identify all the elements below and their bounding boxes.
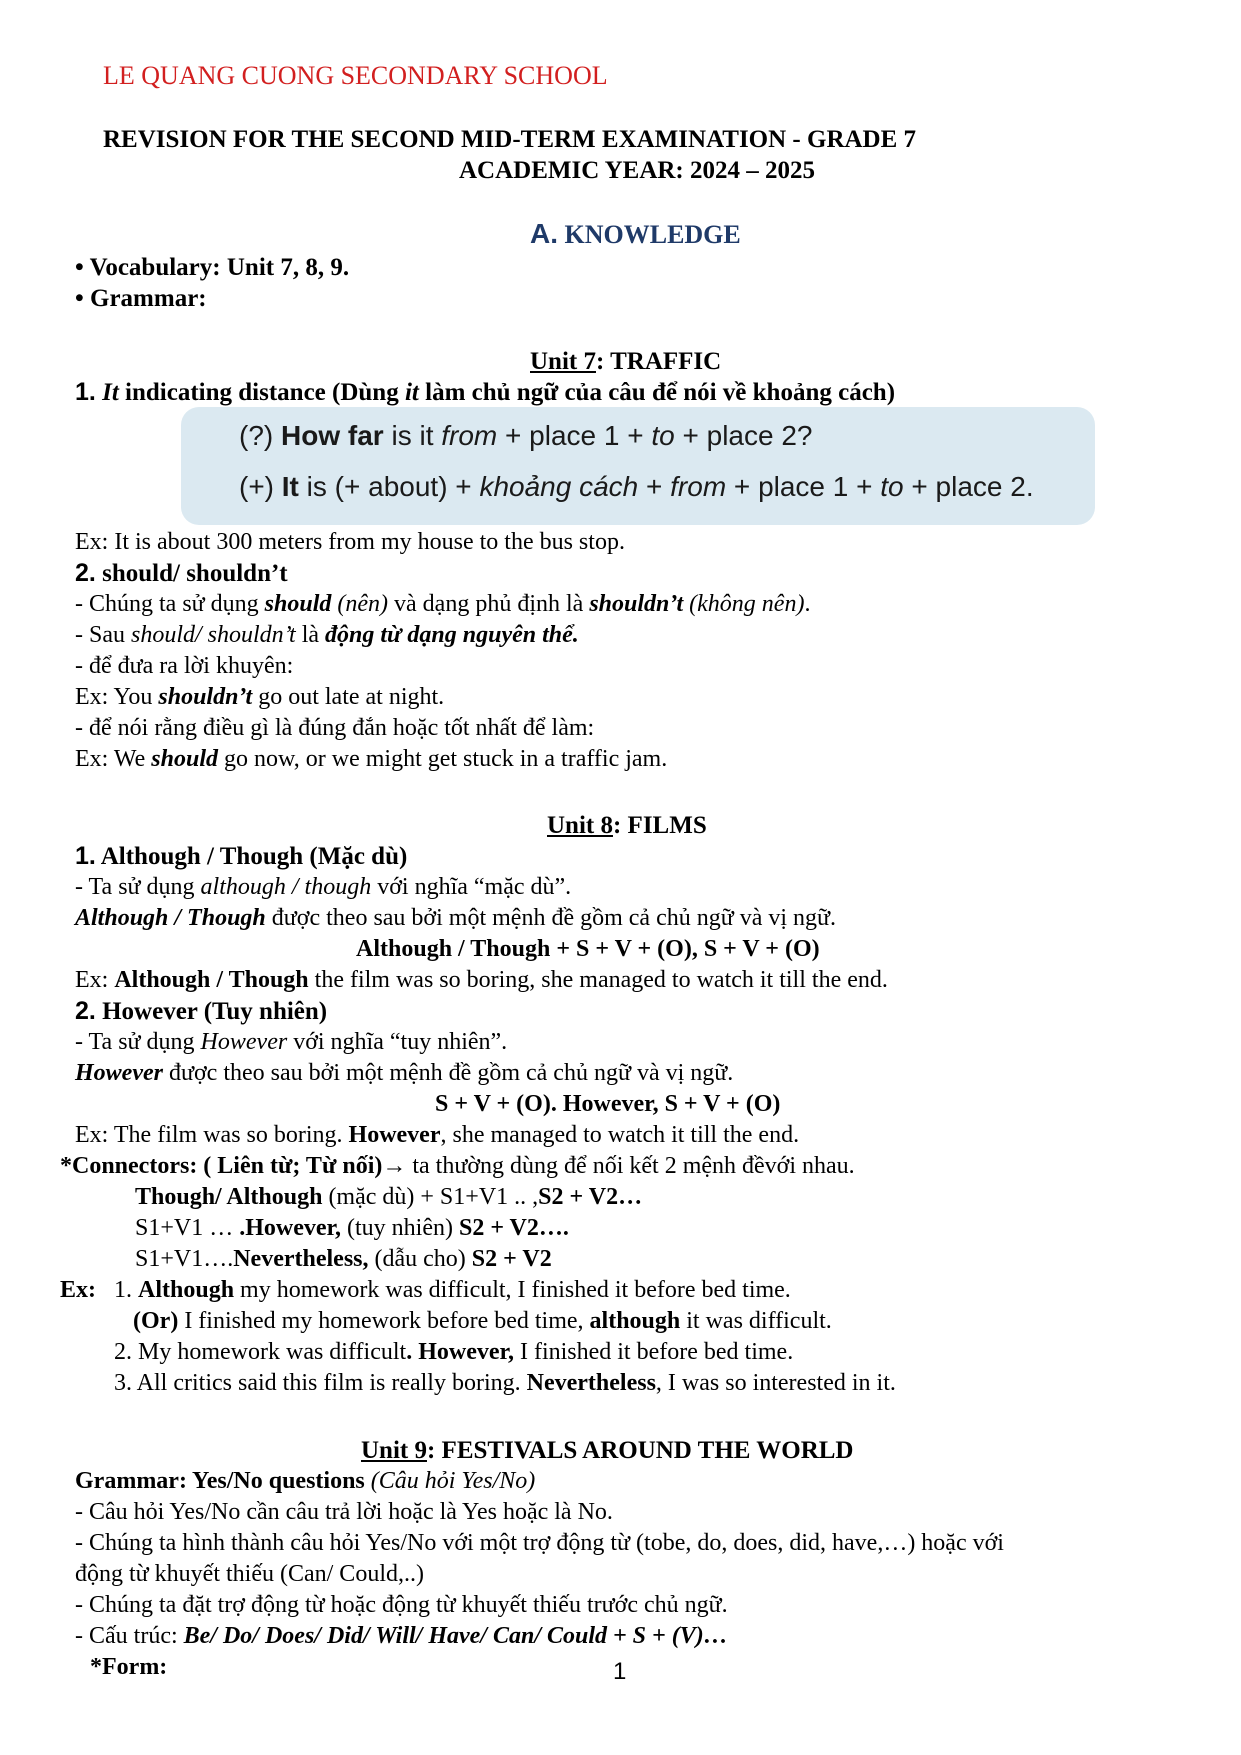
heading-part: indicating distance (Dùng — [118, 379, 405, 406]
text-part: với nghĩa “tuy nhiên”. — [287, 1029, 508, 1055]
text-part: - Ta sử dụng — [75, 1029, 201, 1055]
text-part: (nên) — [331, 591, 389, 617]
formula-part: It — [281, 471, 299, 502]
unit7-point2-heading — [75, 558, 288, 589]
text-part: (mặc dù) + S1+V1 .. , — [322, 1184, 539, 1210]
unit-label: Unit 9 — [361, 1437, 427, 1464]
text-part: S1+V1 … — [135, 1215, 240, 1241]
formula-part: to — [651, 420, 675, 451]
text-part: I finished my homework before bed time, — [178, 1308, 590, 1334]
bullet-grammar — [75, 283, 207, 314]
text-part: Nevertheless, — [233, 1246, 369, 1272]
text-part: although — [589, 1308, 681, 1334]
text-part: .However, — [239, 1215, 341, 1241]
school-name: LE QUANG CUONG SECONDARY SCHOOL — [103, 61, 608, 90]
formula-part: from — [441, 420, 498, 451]
text-part: should — [264, 591, 332, 617]
page-number: 1 — [613, 1658, 627, 1685]
section-title: KNOWLEDGE — [564, 220, 741, 249]
text-part: (dẫu cho) — [368, 1246, 472, 1272]
text-part: 3. All critics said this film is really boring. — [114, 1370, 527, 1396]
answer-formula — [239, 471, 1034, 502]
formula-part: (?) — [239, 420, 281, 451]
unit9-line-3: động từ khuyết thiếu (Can/ Could,..) — [75, 1561, 424, 1587]
text-part: (Câu hỏi Yes/No) — [364, 1468, 536, 1494]
text-part: However — [200, 1029, 288, 1055]
unit7-example-1: Ex: It is about 300 meters from my house to the bus stop. — [75, 529, 625, 555]
connector-however — [135, 1213, 569, 1244]
text-part: được theo sau bởi một mệnh đề gồm cả chủ ngữ và vị ngữ. — [265, 905, 837, 931]
text-part: , she managed to watch it till the end. — [440, 1122, 800, 1148]
however-formula: S + V + (O). However, S + V + (O) — [435, 1091, 781, 1117]
text-part: . — [804, 591, 811, 617]
text-part: my homework was difficult, I finished it before bed time. — [234, 1277, 791, 1303]
connector-example-3 — [114, 1368, 896, 1399]
text-part: Nevertheless — [526, 1370, 656, 1396]
unit9-structure — [75, 1621, 728, 1652]
text-part: Although / Though — [114, 967, 309, 993]
text-part: , I was so interested in it. — [655, 1370, 896, 1396]
unit8-point1-heading — [75, 841, 407, 872]
connector-nevertheless — [135, 1244, 552, 1275]
text-part: S2 + V2… — [538, 1184, 643, 1210]
connectors-heading — [60, 1151, 855, 1182]
unit9-line-1: - Câu hỏi Yes/No cần câu trả lời hoặc là Yes hoặc là No. — [75, 1499, 613, 1525]
text-part: (không nên) — [683, 591, 805, 617]
unit8-heading — [547, 810, 707, 841]
heading-text: should/ shouldn’t — [95, 560, 288, 587]
text-part: - Cấu trúc: — [75, 1623, 184, 1649]
formula-part: is it — [383, 420, 442, 451]
unit7-line-4 — [75, 682, 444, 713]
bullet-symbol: • — [75, 285, 84, 312]
unit8-example-1 — [75, 965, 888, 996]
text-part: Although / Though — [75, 905, 266, 931]
text-part: it was difficult. — [680, 1308, 832, 1334]
text-part: Ex: You — [75, 684, 159, 710]
text-part: the film was so boring, she managed to watch it till the end. — [308, 967, 888, 993]
unit7-heading — [530, 346, 721, 377]
text-part: shouldn’t — [158, 684, 253, 710]
unit7-line-6 — [75, 744, 667, 775]
document-title: REVISION FOR THE SECOND MID-TERM EXAMINATION - GRADE 7 — [103, 126, 917, 153]
text-part: - Chúng ta sử dụng — [75, 591, 265, 617]
unit-title: : FILMS — [612, 812, 707, 839]
text-part: 1. — [114, 1277, 138, 1303]
formula-part: + place 2? — [674, 420, 813, 451]
unit8-line-1 — [75, 872, 571, 903]
unit-title: : TRAFFIC — [595, 348, 722, 375]
section-letter: A. — [530, 218, 558, 249]
text-part: được theo sau bởi một mệnh đề gồm cả chủ ngữ và vị ngữ. — [162, 1060, 734, 1086]
text-part: động từ dạng nguyên thể. — [325, 622, 579, 648]
text-part: should — [151, 746, 218, 772]
unit8-line-5 — [75, 1058, 733, 1089]
arrow-icon: → — [382, 1153, 407, 1179]
connector-example-1 — [114, 1275, 791, 1306]
form-label: *Form: — [90, 1654, 168, 1680]
heading-part: it — [404, 379, 419, 406]
unit-title: : FESTIVALS AROUND THE WORLD — [426, 1437, 854, 1464]
text-part: ta thường dùng để nối kết 2 mệnh đềvới nhau. — [406, 1153, 855, 1179]
point-number: 1. — [75, 378, 96, 406]
unit-label: Unit 8 — [547, 812, 613, 839]
formula-part: How far — [281, 420, 384, 451]
although-formula: Although / Though + S + V + (O), S + V + (O) — [356, 936, 820, 962]
unit8-point2-heading — [75, 996, 327, 1027]
academic-year: ACADEMIC YEAR: 2024 – 2025 — [459, 157, 816, 184]
heading-part: làm chủ ngữ của câu để nói về khoảng cách) — [418, 379, 896, 406]
unit8-line-2 — [75, 903, 836, 934]
unit7-point1-heading — [75, 377, 895, 408]
text-part: và dạng phủ định là — [388, 591, 590, 617]
question-formula — [239, 420, 813, 451]
heading-text: However (Tuy nhiên) — [95, 998, 328, 1025]
point-number: 2. — [75, 997, 96, 1025]
connector-though — [135, 1182, 642, 1213]
formula-part: from — [670, 471, 727, 502]
formula-part: to — [880, 471, 904, 502]
formula-part: khoảng cách — [479, 471, 639, 502]
formula-part: + place 1 + — [497, 420, 652, 451]
text-part: - Sau — [75, 622, 131, 648]
text-part: - Ta sử dụng — [75, 874, 201, 900]
unit8-line-4 — [75, 1027, 507, 1058]
text-part: S1+V1…. — [135, 1246, 234, 1272]
unit7-line-1 — [75, 589, 810, 620]
text-part: However — [75, 1060, 163, 1086]
unit7-line-2 — [75, 620, 579, 651]
text-part: Ex: — [75, 967, 115, 993]
text-part: Although — [138, 1277, 235, 1303]
section-a-heading — [530, 218, 741, 250]
text-part: should/ shouldn’t — [131, 622, 296, 648]
text-part: Ex: The film was so boring. — [75, 1122, 349, 1148]
text-part: (Or) — [133, 1308, 179, 1334]
point-number: 1. — [75, 842, 96, 870]
formula-part: + — [638, 471, 671, 502]
text-part: go now, or we might get stuck in a traffic jam. — [217, 746, 668, 772]
formula-part: + place 2. — [903, 471, 1034, 502]
unit9-line-4: - Chúng ta đặt trợ động từ hoặc động từ khuyết thiếu trước chủ ngữ. — [75, 1592, 728, 1618]
bullet-text: Grammar: — [90, 285, 207, 312]
unit7-line-5: - để nói rằng điều gì là đúng đắn hoặc tốt nhất để làm: — [75, 715, 595, 741]
point-number: 2. — [75, 559, 96, 587]
connector-example-2 — [114, 1337, 793, 1368]
bullet-symbol: • — [75, 254, 84, 281]
text-part: go out late at night. — [252, 684, 445, 710]
text-part: Be/ Do/ Does/ Did/ Will/ Have/ Can/ Could + S + (V)… — [183, 1623, 728, 1649]
text-part: However — [348, 1122, 441, 1148]
text-part: S2 + V2…. — [458, 1215, 569, 1241]
text-part: although / though — [200, 874, 372, 900]
text-part: 2. My homework was difficult — [114, 1339, 407, 1365]
unit9-line-2: - Chúng ta hình thành câu hỏi Yes/No với một trợ động từ (tobe, do, does, did, have,…) hoặc với — [75, 1530, 1004, 1556]
bullet-vocabulary — [75, 252, 349, 283]
formula-part: is (+ about) + — [298, 471, 480, 502]
connector-example-1-or — [133, 1306, 832, 1337]
text-part: *Connectors: ( Liên từ; Từ nối) — [60, 1153, 383, 1179]
text-part: I finished it before bed time. — [513, 1339, 794, 1365]
unit9-heading — [361, 1435, 854, 1466]
text-part: Ex: We — [75, 746, 152, 772]
heading-text: Although / Though (Mặc dù) — [95, 843, 408, 870]
text-part: . However, — [406, 1339, 514, 1365]
bullet-text: Vocabulary: Unit 7, 8, 9. — [89, 254, 350, 281]
unit9-grammar-heading — [75, 1466, 535, 1497]
text-part: Grammar: Yes/No questions — [75, 1468, 365, 1494]
text-part: S2 + V2 — [471, 1246, 552, 1272]
text-part: Though/ Although — [135, 1184, 323, 1210]
unit7-line-3: - để đưa ra lời khuyên: — [75, 653, 294, 679]
heading-part: It — [102, 379, 119, 406]
distance-formula-box — [181, 407, 1095, 525]
unit8-example-2 — [75, 1120, 799, 1151]
examples-label: Ex: — [60, 1277, 96, 1303]
formula-part: + place 1 + — [726, 471, 881, 502]
text-part: shouldn’t — [589, 591, 684, 617]
text-part: (tuy nhiên) — [340, 1215, 459, 1241]
text-part: với nghĩa “mặc dù”. — [371, 874, 572, 900]
text-part: là — [295, 622, 326, 648]
formula-part: (+) — [239, 471, 282, 502]
unit-label: Unit 7 — [530, 348, 596, 375]
